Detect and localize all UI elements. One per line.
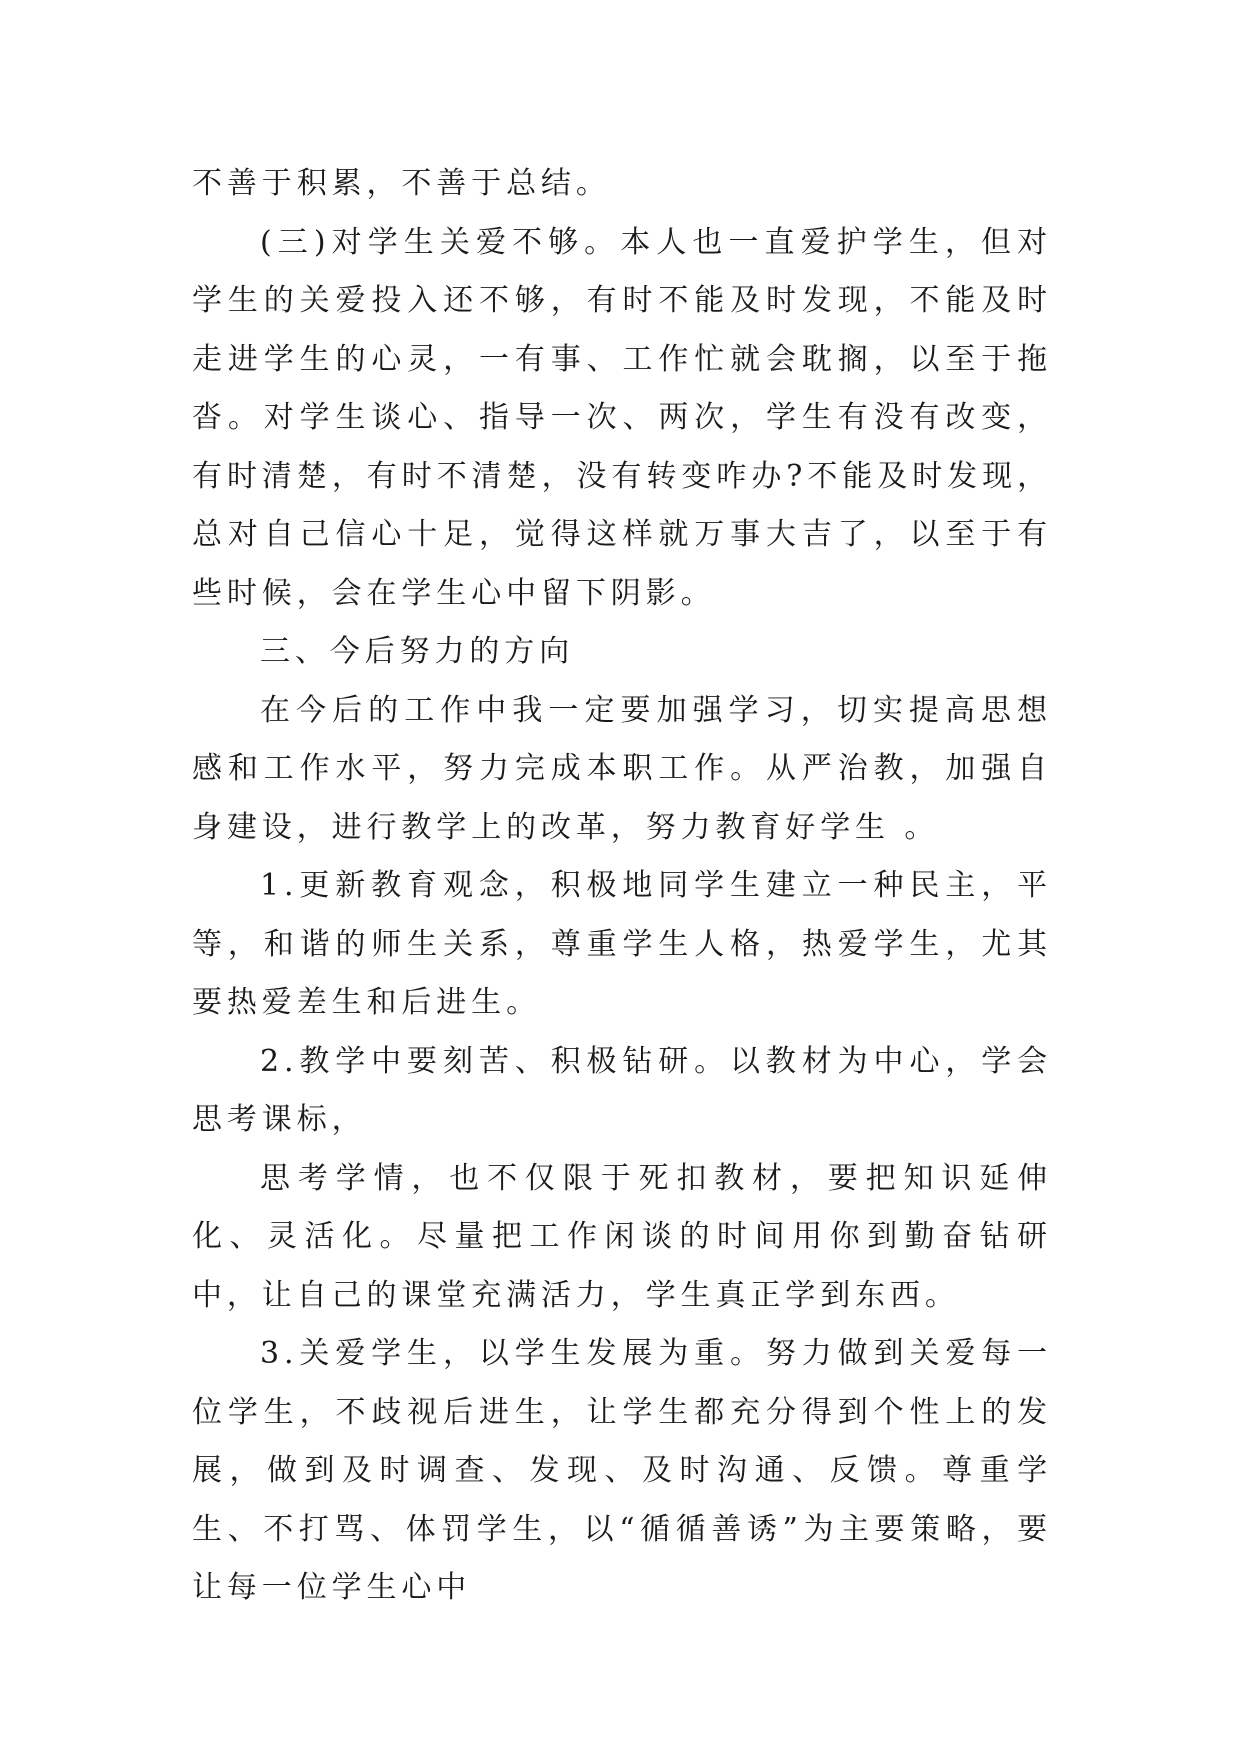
paragraph-item-3: 3.关爱学生，以学生发展为重。努力做到关爱每一位学生，不歧视后进生，让学生都充分得到个性上的发展，做到及时调查、发现、及时沟通、反馈。尊重学生、不打骂、体罚学生，以“循循善诱”为主要策略，要让每一位学生心中 bbox=[192, 1336, 1052, 1605]
section-heading-future-direction: 三、今后努力的方向 bbox=[260, 634, 575, 669]
paragraph-section-three-care: (三)对学生关爱不够。本人也一直爱护学生，但对学生的关爱投入还不够，有时不能及时发现，不能及时走进学生的心灵，一有事、工作忙就会耽搁，以至于拖沓。对学生谈心、指导一次、两次，学生有没有改变，有时清楚，有时不清楚，没有转变咋办?不能及时发现，总对自己信心十足，觉得这样就万事大吉了，以至于有些时候，会在学生心中留下阴影。 bbox=[192, 224, 1052, 611]
paragraph-item-1: 1.更新教育观念，积极地同学生建立一种民主，平等，和谐的师生关系，尊重学生人格，热爱学生，尤其要热爱差生和后进生。 bbox=[192, 868, 1052, 1020]
paragraph-item-2-continued: 思考学情，也不仅限于死扣教材，要把知识延伸化、灵活化。尽量把工作闲谈的时间用你到勤奋钻研中，让自己的课堂充满活力，学生真正学到东西。 bbox=[192, 1160, 1052, 1313]
paragraph-continuation: 不善于积累，不善于总结。 bbox=[192, 166, 611, 201]
paragraph-future-work: 在今后的工作中我一定要加强学习，切实提高思想感和工作水平，努力完成本职工作。从严治教，加强自身建设，进行教学上的改革，努力教育好学生 。 bbox=[192, 692, 1052, 845]
paragraph-item-2: 2.教学中要刻苦、积极钻研。以教材为中心，学会思考课标， bbox=[192, 1043, 1052, 1137]
document-body bbox=[192, 155, 1052, 1618]
